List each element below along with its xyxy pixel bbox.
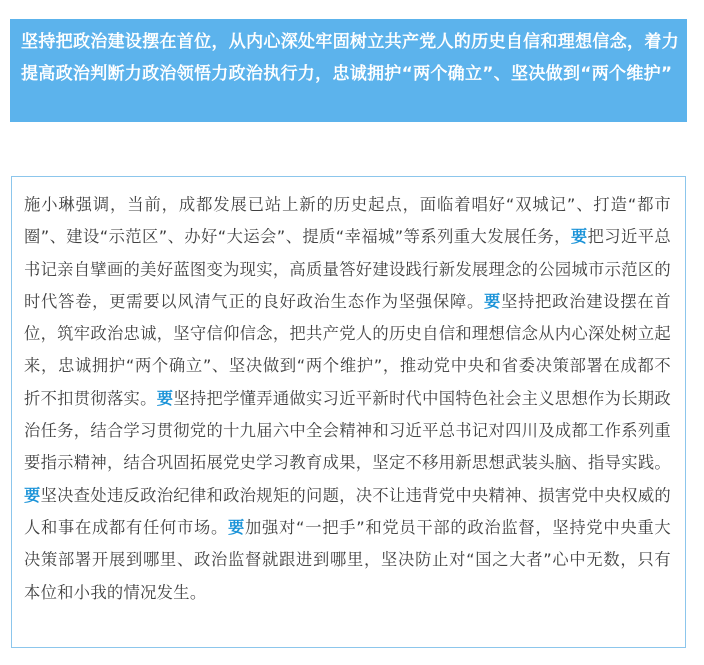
highlight-keyword: 要 [570, 227, 588, 247]
section-heading-banner [10, 19, 687, 122]
paragraph-point-2: 坚持把政治建设摆在首位，筑牢政治忠诚，坚守信仰信念，把共产党人的历史自信和理想信念从内心深处树立起来，忠诚拥护“两个确立”、坚决做到“两个维护”，推动党中央和省委决策部署在成都不折不扣贯彻落实。 [24, 291, 671, 408]
highlight-keyword: 要 [228, 517, 246, 537]
highlight-keyword: 要 [24, 485, 41, 505]
paragraph-point-5: 加强对“一把手”和党员干部的政治监督，坚持党中央重大决策部署开展到哪里、政治监督就跟进到哪里，坚决防止对“国之大者”心中无数，只有本位和小我的情况发生。 [24, 517, 671, 602]
section-heading-text: 坚持把政治建设摆在首位，从内心深处牢固树立共产党人的历史自信和理想信念，着力提高政治判断力政治领悟力政治执行力，忠诚拥护“两个确立”、坚决做到“两个维护” [21, 32, 679, 84]
article-paragraph-box [11, 176, 686, 648]
highlight-keyword: 要 [156, 388, 174, 408]
paragraph-point-4: 坚决查处违反政治纪律和政治规矩的问题，决不让违背党中央精神、损害党中央权威的人和事在成都有任何市场。 [24, 485, 671, 537]
paragraph-point-1: 把习近平总书记亲自擘画的美好蓝图变为现实，高质量答好建设践行新发展理念的公园城市示范区的时代答卷，更需要以风清气正的良好政治生态作为坚强保障。 [24, 227, 671, 311]
paragraph-point-3: 坚持把学懂弄通做实习近平新时代中国特色社会主义思想作为长期政治任务，结合学习贯彻党的十九届六中全会精神和习近平总书记对四川及成都工作系列重要指示精神，结合巩固拓展党史学习教育成果，坚定不移用新思想武装头脑、指导实践。 [24, 388, 671, 473]
highlight-keyword: 要 [484, 291, 502, 311]
paragraph-intro: 施小琳强调，当前，成都发展已站上新的历史起点，面临着唱好“双城记”、打造“都市圈”、建设“示范区”、办好“大运会”、提质“幸福城”等系列重大发展任务， [24, 195, 671, 247]
